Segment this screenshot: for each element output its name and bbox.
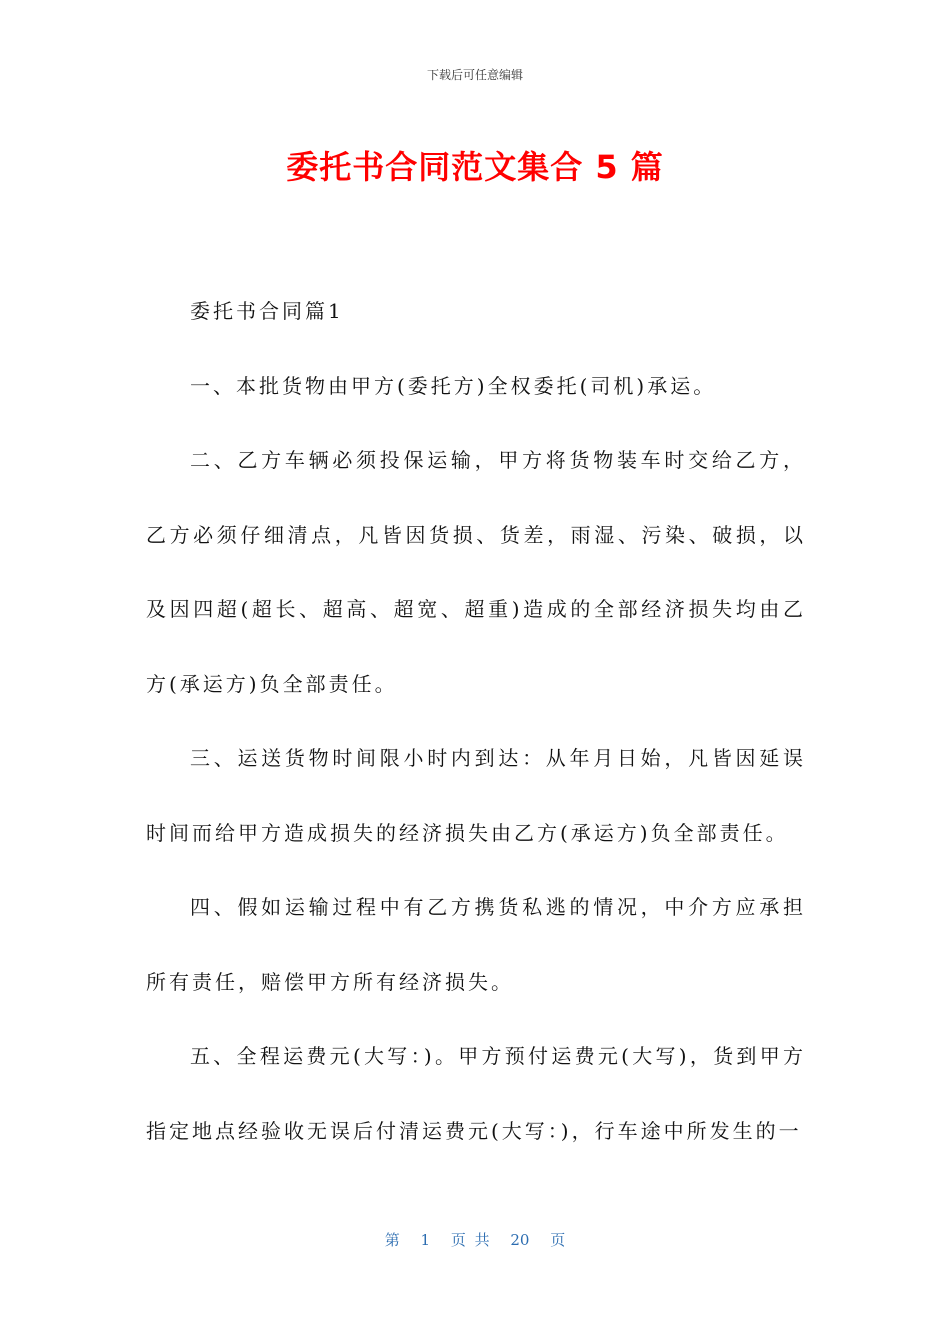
paragraph-1: 一、本批货物由甲方(委托方)全权委托(司机)承运。	[190, 373, 717, 398]
footer-suffix: 页	[550, 1231, 566, 1249]
paragraph-5: 五、全程运费元(大写：)。甲方预付运费元(大写)，货到甲方指定地点经验收无误后付清运费元(大写：)，行车途中所发生的一	[146, 1044, 806, 1143]
section-heading: 委托书合同篇1	[190, 299, 344, 323]
document-title: 委托书合同范文集合 5 篇	[286, 148, 664, 186]
paragraph-4: 四、假如运输过程中有乙方携货私逃的情况，中介方应承担所有责任，赔偿甲方所有经济损失。	[146, 895, 806, 994]
footer-current-page: 1	[420, 1231, 431, 1249]
paragraph-3: 三、运送货物时间限小时内到达：从年月日始，凡皆因延误时间而给甲方造成损失的经济损失由乙方(承运方)负全部责任。	[146, 746, 806, 845]
page-footer	[0, 1229, 950, 1250]
document-body	[146, 274, 806, 1168]
paragraph-2: 二、乙方车辆必须投保运输，甲方将货物装车时交给乙方，乙方必须仔细清点，凡皆因货损、货差，雨湿、污染、破损，以及因四超(超长、超高、超宽、超重)造成的全部经济损失均由乙方(承运方)负全部责任。	[146, 448, 806, 696]
footer-total-pages: 20	[510, 1231, 530, 1249]
footer-middle: 页 共	[450, 1231, 490, 1249]
header-note: 下载后可任意编辑	[426, 68, 523, 82]
footer-prefix: 第	[384, 1231, 400, 1249]
